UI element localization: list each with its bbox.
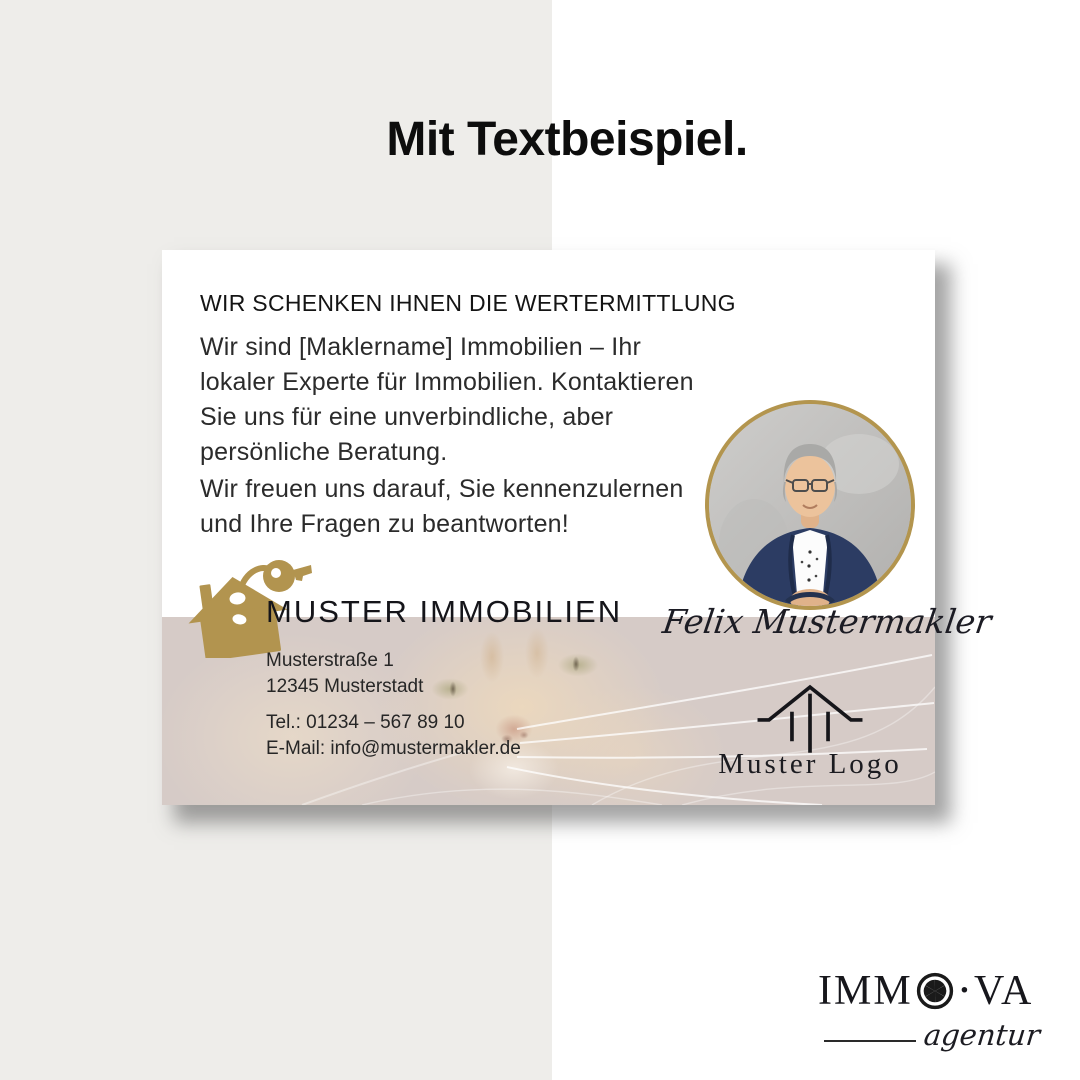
agency-logo-wordmark [818, 968, 1053, 1014]
roof-logo-icon [750, 674, 870, 756]
contact-block [266, 648, 521, 762]
address-city: 12345 Musterstadt [266, 676, 424, 697]
aperture-icon [916, 972, 954, 1010]
agency-logo-dot: · [958, 972, 973, 1009]
flyer-paragraph-1: Wir sind [Maklername] Immobilien – Ihr lokaler Experte für Immobilien. Kontaktieren Sie uns für eine unverbindliche, aber persönliche Beratung. [200, 333, 694, 466]
flyer-headline: WIR SCHENKEN IHNEN DIE WERTERMITTLUNG [200, 290, 736, 316]
address-street: Musterstraße 1 [266, 650, 394, 671]
brand-name: MUSTER IMMOBILIEN [266, 594, 623, 629]
agency-logo-va: VA [974, 968, 1034, 1014]
agency-logo-underline [824, 1040, 916, 1042]
agent-signature: Felix Mustermakler [660, 602, 994, 641]
agency-logo-subtitle: agentur [922, 1018, 1042, 1052]
flyer-card [162, 250, 994, 805]
partner-logo-label: Muster Logo [718, 748, 902, 780]
agency-logo-subtitle-row [818, 1018, 1053, 1052]
agent-portrait-photo [705, 400, 915, 610]
flyer-paragraph-2: Wir freuen uns darauf, Sie kennenzulernen und Ihre Fragen zu beantworten! [200, 475, 684, 538]
agency-logo [818, 968, 1053, 1052]
page-title: Mit Textbeispiel. [386, 113, 748, 166]
contact-phone: Tel.: 01234 – 567 89 10 [266, 712, 465, 733]
agent-portrait-illustration [709, 404, 911, 606]
agency-logo-imm: IMM [818, 968, 913, 1014]
contact-email: E-Mail: info@mustermakler.de [266, 738, 521, 759]
